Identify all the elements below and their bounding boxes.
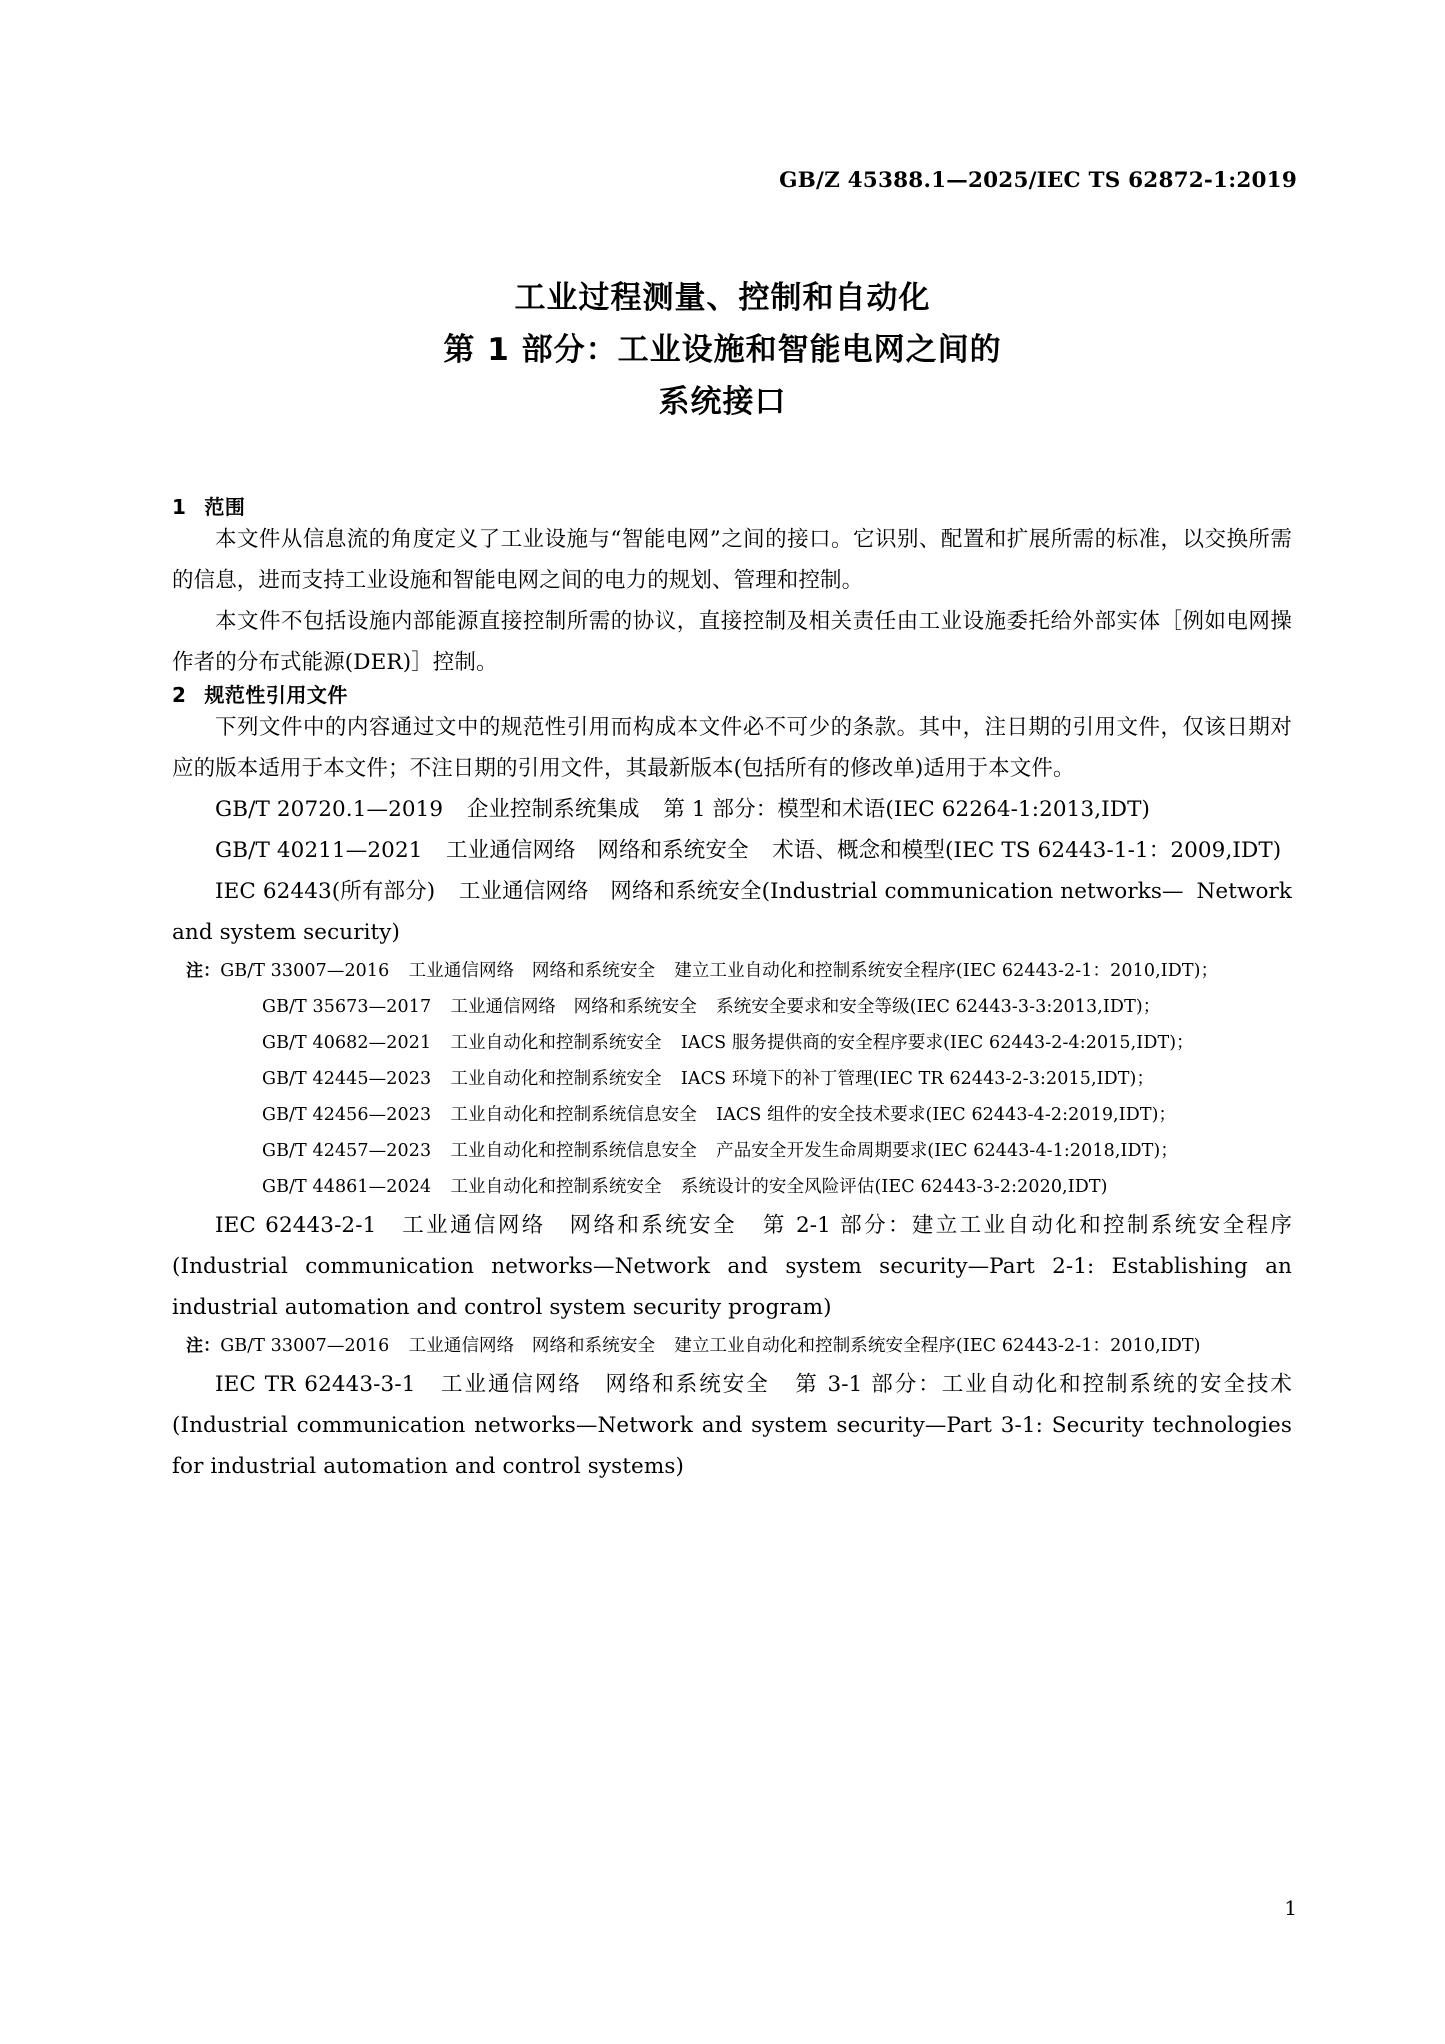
reference-part: Network and system security) <box>172 879 1292 945</box>
reference-part: 第 2-1 部分：建立工业自动化和控制系统安全程序(Industrial communication networks—Network and system security—Part 2-1: Establishing an industrial automation and control system security program) <box>172 1213 1293 1320</box>
note-entry <box>172 1025 1292 1061</box>
clause-number-1: 1 <box>172 495 187 519</box>
note-part: IACS 环境下的补丁管理(IEC TR 62443-2-3:2015,IDT)； <box>680 1069 1155 1089</box>
reference-part: 术语、概念和模型(IEC TS 62443-1-1：2009,IDT) <box>772 838 1282 863</box>
note-code: GB/T 42445—2023 <box>262 1069 432 1089</box>
note-code: GB/T 44861—2024 <box>262 1177 432 1197</box>
reference-code: IEC TR 62443-3-1 <box>215 1372 416 1397</box>
note-entry <box>172 1061 1292 1097</box>
running-head-standard-code: GB/Z 45388.1—2025/IEC TS 62872-1:2019 <box>779 168 1297 193</box>
reference-code: GB/T 40211—2021 <box>215 838 423 863</box>
title-line-3: 系统接口 <box>658 384 787 420</box>
note-entry <box>172 1169 1292 1205</box>
reference-title: 工业通信网络 网络和系统安全 <box>439 1372 770 1397</box>
reference-title: 企业控制系统集成 <box>466 797 640 822</box>
reference-part: 第 3-1 部分：工业自动化和控制系统的安全技术(Industrial communication networks—Network and system security—Part 3-1: Security technologies for industrial automation and control systems) <box>172 1372 1293 1479</box>
reference-code: GB/T 20720.1—2019 <box>215 797 444 822</box>
note-code: GB/T 33007—2016 <box>220 961 390 981</box>
page-number: 1 <box>1284 1896 1297 1920</box>
note-entry <box>172 1133 1292 1169</box>
note-title: 工业自动化和控制系统安全 <box>450 1177 662 1197</box>
note-title: 工业自动化和控制系统信息安全 <box>450 1141 697 1161</box>
note-label: 注： <box>186 961 221 981</box>
note-entry <box>172 1097 1292 1133</box>
note-title: 工业通信网络 网络和系统安全 <box>408 961 656 981</box>
reference-entry <box>172 1205 1292 1328</box>
note-title: 工业通信网络 网络和系统安全 <box>408 1336 656 1356</box>
reference-entry <box>172 1364 1292 1487</box>
note-title: 工业自动化和控制系统安全 <box>450 1033 662 1053</box>
note-code: GB/T 35673—2017 <box>262 997 432 1017</box>
note-code: GB/T 42456—2023 <box>262 1105 432 1125</box>
note-entry <box>172 953 1292 989</box>
title-line-1: 工业过程测量、控制和自动化 <box>514 280 931 316</box>
note-part: 产品安全开发生命周期要求(IEC 62443-4-1:2018,IDT)； <box>716 1141 1178 1161</box>
note-entry <box>172 989 1292 1025</box>
note-part: IACS 服务提供商的安全程序要求(IEC 62443-2-4:2015,IDT)； <box>680 1033 1194 1053</box>
clause-number-2: 2 <box>172 683 187 707</box>
reference-title: 工业通信网络 网络和系统安全(Industrial communication networks— <box>458 879 1184 904</box>
note-part: 系统设计的安全风险评估(IEC 62443-3-2:2020,IDT) <box>680 1177 1108 1197</box>
clause-heading-2 <box>172 683 1292 707</box>
reference-entry <box>172 871 1292 953</box>
note-title: 工业通信网络 网络和系统安全 <box>450 997 697 1017</box>
clause-1-paragraph-2: 本文件不包括设施内部能源直接控制所需的协议，直接控制及相关责任由工业设施委托给外部实体［例如电网操作者的分布式能源(DER)］控制。 <box>172 609 1292 675</box>
clause-title-2: 规范性引用文件 <box>204 683 348 707</box>
clause-title-1: 范围 <box>204 495 246 519</box>
note-code: GB/T 42457—2023 <box>262 1141 432 1161</box>
note-code: GB/T 33007—2016 <box>220 1336 390 1356</box>
note-title: 工业自动化和控制系统安全 <box>450 1069 662 1089</box>
note-entry <box>172 1328 1292 1364</box>
clause-heading-1 <box>172 495 1292 519</box>
reference-code: IEC 62443-2-1 <box>215 1213 377 1238</box>
document-title <box>0 272 1445 428</box>
note-title: 工业自动化和控制系统信息安全 <box>450 1105 697 1125</box>
clause-1-paragraph-1: 本文件从信息流的角度定义了工业设施与“智能电网”之间的接口。它识别、配置和扩展所需的标准，以交换所需的信息，进而支持工业设施和智能电网之间的电力的规划、管理和控制。 <box>172 527 1292 593</box>
note-part: 建立工业自动化和控制系统安全程序(IEC 62443-2-1：2010,IDT)； <box>674 961 1219 981</box>
reference-entry <box>172 789 1292 830</box>
reference-code: IEC 62443(所有部分) <box>215 879 436 904</box>
note-part: IACS 组件的安全技术要求(IEC 62443-4-2:2019,IDT)； <box>716 1105 1177 1125</box>
reference-title: 工业通信网络 网络和系统安全 <box>446 838 749 863</box>
note-label: 注： <box>186 1336 221 1356</box>
note-code: GB/T 40682—2021 <box>262 1033 432 1053</box>
reference-part: 第 1 部分：模型和术语(IEC 62264-1:2013,IDT) <box>663 797 1151 822</box>
note-part: 建立工业自动化和控制系统安全程序(IEC 62443-2-1：2010,IDT) <box>674 1336 1201 1356</box>
reference-entry <box>172 830 1292 871</box>
reference-title: 工业通信网络 网络和系统安全 <box>400 1213 737 1238</box>
clause-2-paragraph-1: 下列文件中的内容通过文中的规范性引用而构成本文件必不可少的条款。其中，注日期的引用文件，仅该日期对应的版本适用于本文件；不注日期的引用文件，其最新版本(包括所有的修改单)适用于本文件。 <box>172 715 1292 781</box>
note-part: 系统安全要求和安全等级(IEC 62443-3-3:2013,IDT)； <box>716 997 1161 1017</box>
document-body <box>172 495 1292 1487</box>
title-line-2: 第 1 部分：工业设施和智能电网之间的 <box>443 332 1002 368</box>
